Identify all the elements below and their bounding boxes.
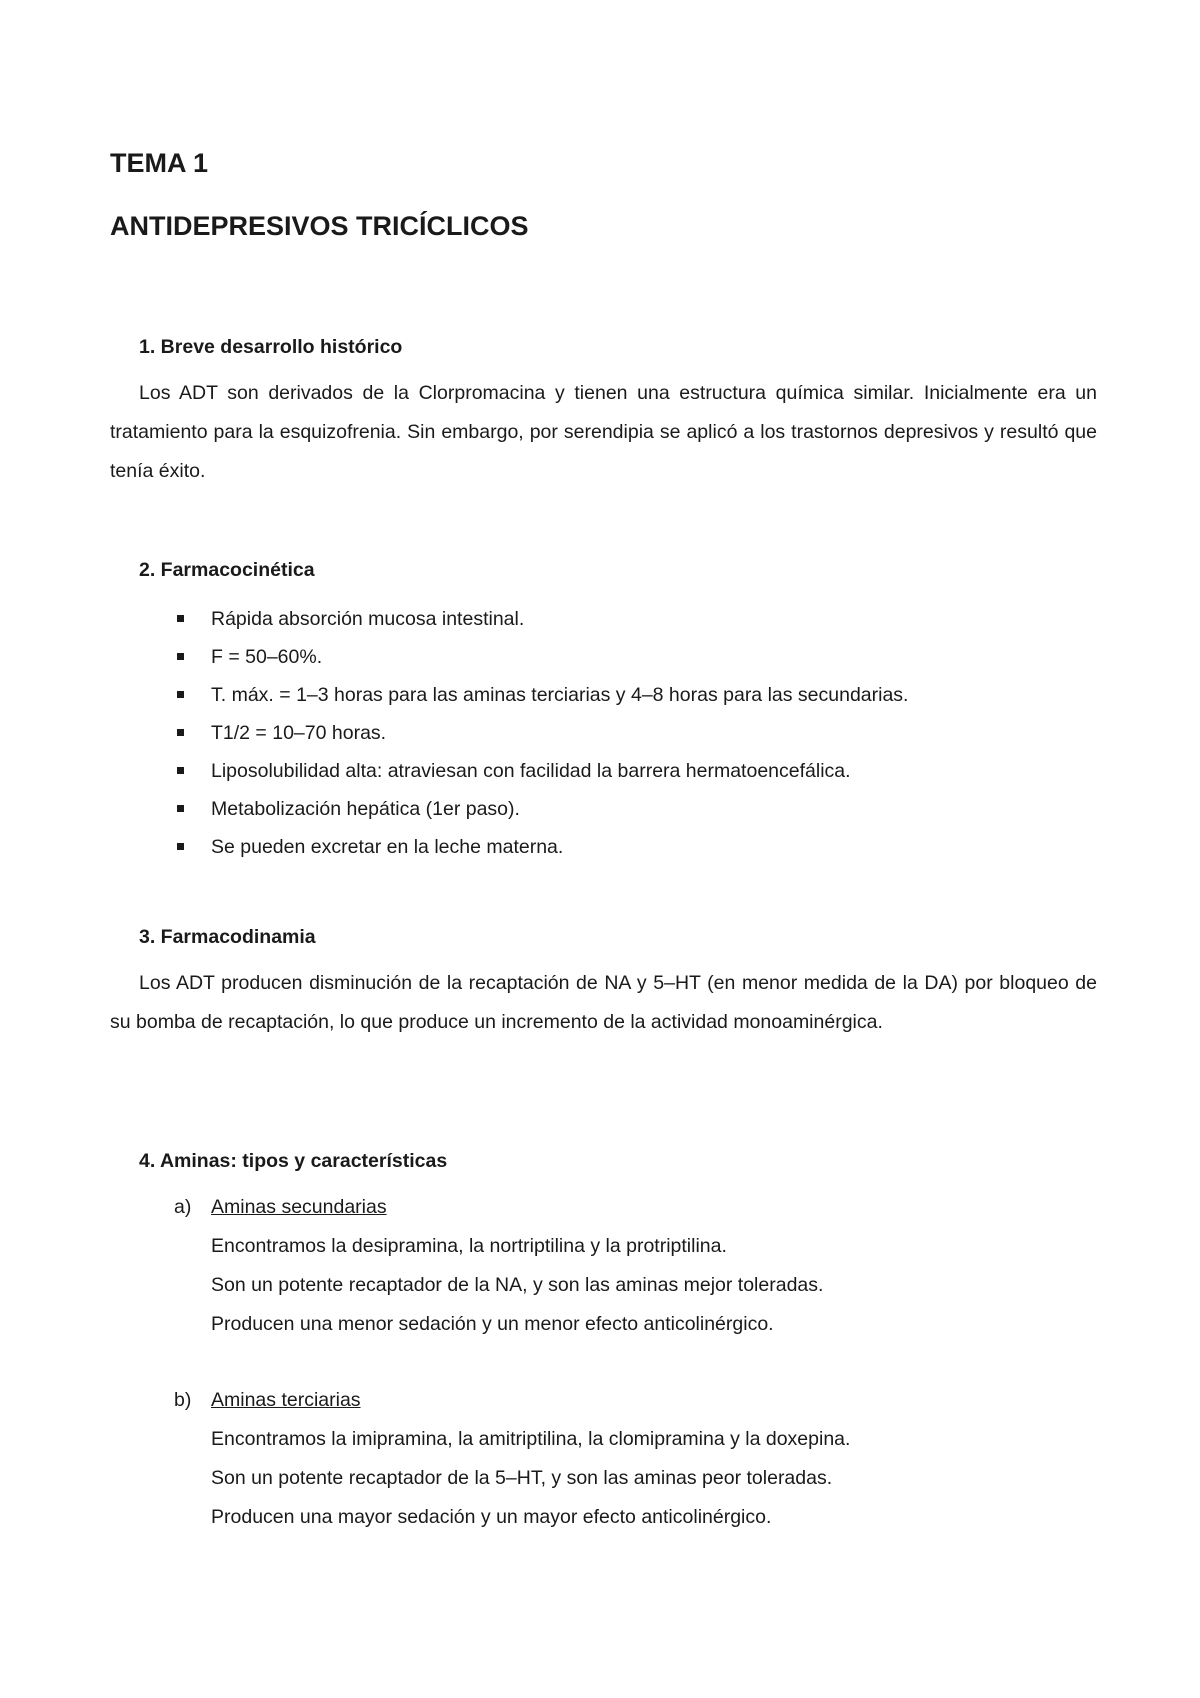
section-1-paragraph — [110, 374, 1097, 491]
section-3-heading: 3. Farmacodinamia — [139, 926, 316, 948]
item-line: Producen una menor sedación y un menor efecto anticolinérgico. — [211, 1313, 774, 1335]
section-1-heading: 1. Breve desarrollo histórico — [139, 336, 403, 358]
section-4-heading: 4. Aminas: tipos y características — [139, 1150, 448, 1172]
item-line: Son un potente recaptador de la NA, y son las aminas mejor toleradas. — [211, 1274, 824, 1296]
bullet-square-icon — [177, 615, 184, 622]
section-1-paragraph-text: Los ADT son derivados de la Clorpromacina y tienen una estructura química similar. Inicialmente era un tratamiento para la esquizofrenia. Sin embargo, por serendipia se aplicó a los trastornos depresivos y resultó que tenía éxito. — [110, 382, 1097, 482]
tema-label: TEMA 1 — [110, 148, 209, 178]
bullet-square-icon — [177, 805, 184, 812]
list-item: Rápida absorción mucosa intestinal. — [110, 600, 1110, 638]
item-line: Producen una mayor sedación y un mayor efecto anticolinérgico. — [211, 1506, 772, 1528]
list-item: Se pueden excretar en la leche materna. — [110, 828, 1110, 866]
item-title: Aminas secundarias — [211, 1196, 387, 1218]
bullet-square-icon — [177, 653, 184, 660]
item-line: Son un potente recaptador de la 5–HT, y son las aminas peor toleradas. — [211, 1467, 833, 1489]
list-item: Metabolización hepática (1er paso). — [110, 790, 1110, 828]
section-3-paragraph — [110, 964, 1097, 1042]
item-title: Aminas terciarias — [211, 1389, 361, 1411]
item-marker: a) — [174, 1196, 192, 1218]
item-marker: b) — [174, 1389, 192, 1411]
bullet-square-icon — [177, 843, 184, 850]
section-2-heading: 2. Farmacocinética — [139, 559, 315, 581]
document-title: ANTIDEPRESIVOS TRICÍCLICOS — [110, 211, 529, 241]
section-3-paragraph-text: Los ADT producen disminución de la recaptación de NA y 5–HT (en menor medida de la DA) por bloqueo de su bomba de recaptación, lo que produce un incremento de la actividad monoaminérgica. — [110, 972, 1097, 1033]
item-line: Encontramos la imipramina, la amitriptilina, la clomipramina y la doxepina. — [211, 1428, 851, 1450]
list-item: F = 50–60%. — [110, 638, 1110, 676]
bullet-square-icon — [177, 691, 184, 698]
list-item: Liposolubilidad alta: atraviesan con facilidad la barrera hermatoencefálica. — [110, 752, 1110, 790]
item-line: Encontramos la desipramina, la nortriptilina y la protriptilina. — [211, 1235, 727, 1257]
list-item: T1/2 = 10–70 horas. — [110, 714, 1110, 752]
bullet-square-icon — [177, 767, 184, 774]
list-item: T. máx. = 1–3 horas para las aminas terciarias y 4–8 horas para las secundarias. — [110, 676, 1110, 714]
bullet-square-icon — [177, 729, 184, 736]
pharmacokinetics-list — [110, 600, 1110, 866]
